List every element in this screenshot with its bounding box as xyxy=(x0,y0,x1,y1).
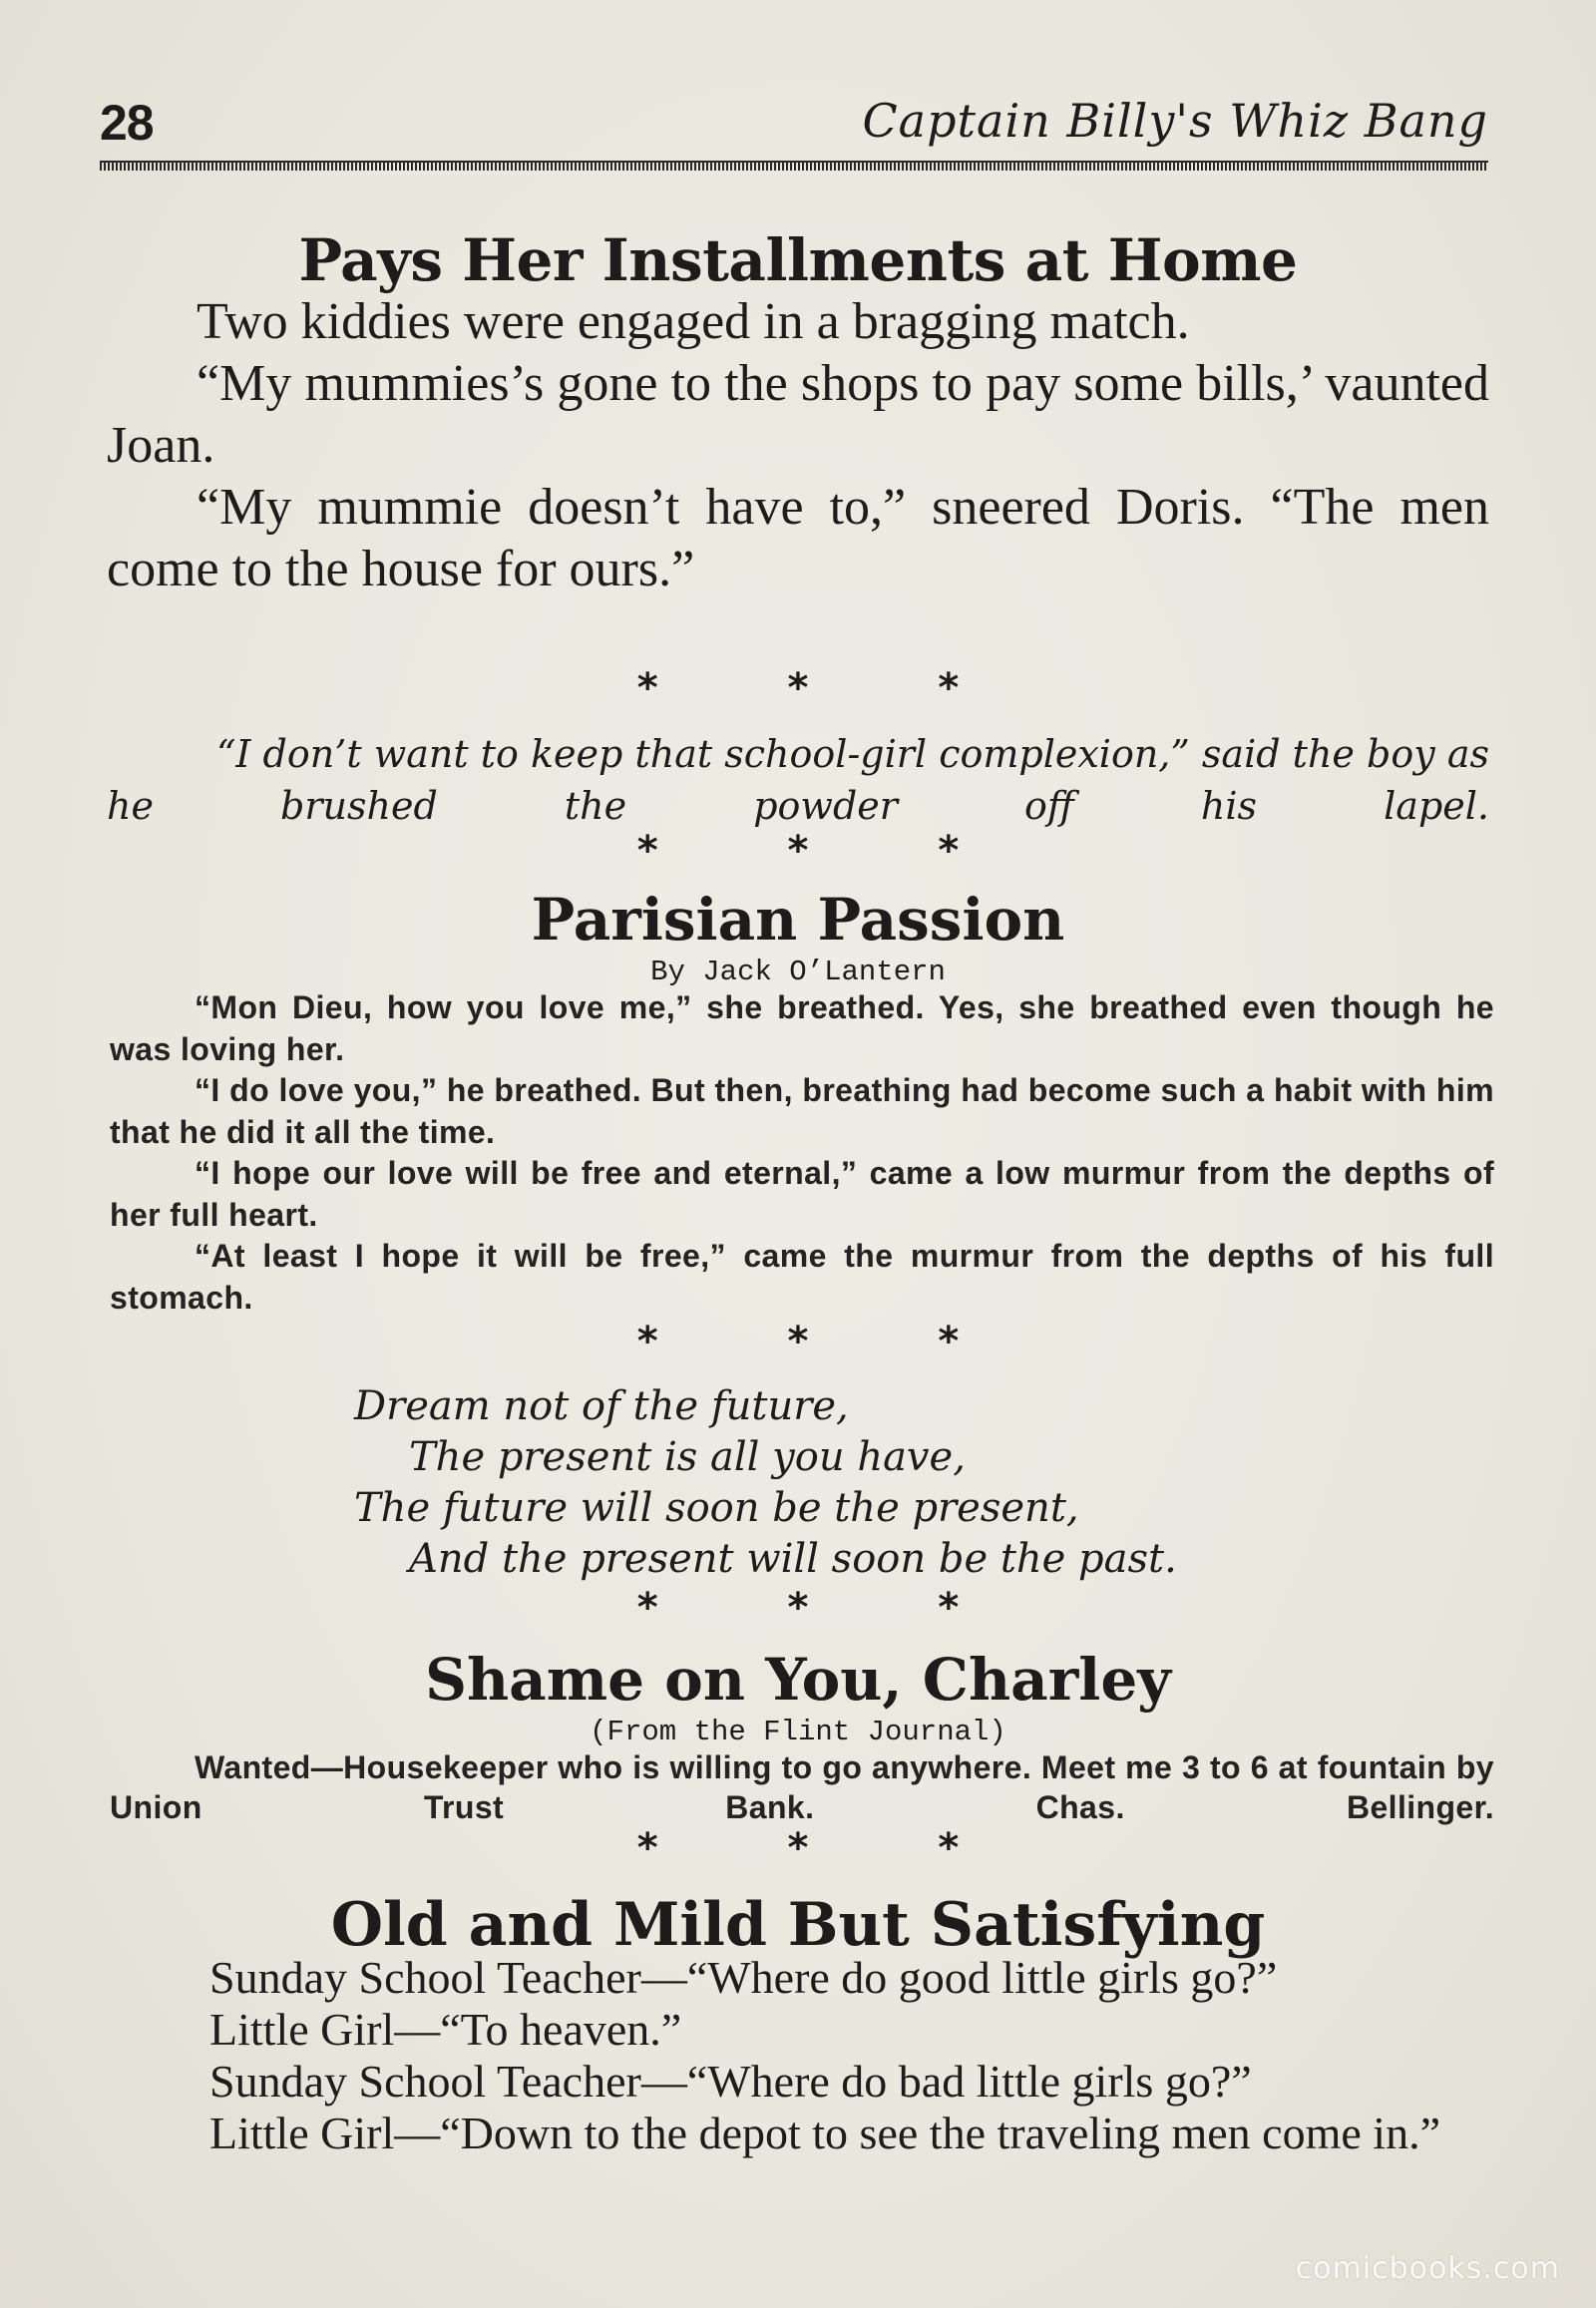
header-rule xyxy=(100,161,1488,171)
ad-body-charley xyxy=(110,1747,1494,1827)
poem-line: And the present will soon be the past. xyxy=(409,1536,1177,1582)
star-separator: * * * xyxy=(636,828,1017,874)
star-separator: * * * xyxy=(636,1585,1017,1631)
dialogue-line: Little Girl—“To heaven.” xyxy=(209,2004,682,2055)
poem xyxy=(354,1381,1177,1585)
story-byline: By Jack O’Lantern xyxy=(650,956,946,988)
dialogue-line: Little Girl—“Down to the depot to see the traveling men come in.” xyxy=(209,2108,1440,2158)
page-number: 28 xyxy=(100,95,154,151)
paragraph: “My mummies’s gone to the shops to pay some bills,’ vaunted Joan. xyxy=(107,355,1489,474)
star-separator: * * * xyxy=(636,1319,1017,1364)
ad-title-charley: Shame on You, Charley xyxy=(425,1646,1171,1714)
joke-title-installments: Pays Her Installments at Home xyxy=(298,226,1298,294)
story-body-parisian xyxy=(110,987,1494,1319)
paragraph: “Mon Dieu, how you love me,” she breathed. Yes, she breathed even though he was loving her. xyxy=(110,989,1494,1067)
dialogue-line: Sunday School Teacher—“Where do bad little girls go?” xyxy=(209,2056,1252,2107)
paragraph: Wanted—Housekeeper who is willing to go anywhere. Meet me 3 to 6 at fountain by Union Trust Bank. Chas. Bellinger. xyxy=(110,1749,1494,1825)
poem-line: The present is all you have, xyxy=(409,1434,966,1480)
paragraph: “I hope our love will be free and eternal,” came a low murmur from the depths of her full heart. xyxy=(110,1155,1494,1233)
joke-body-installments xyxy=(107,291,1489,600)
watermark: comicbooks.com xyxy=(1295,2251,1560,2286)
poem-line: The future will soon be the present, xyxy=(354,1485,1079,1531)
poem-line: Dream not of the future, xyxy=(354,1383,849,1429)
star-separator: * * * xyxy=(636,665,1017,711)
paragraph: “My mummie doesn’t have to,” sneered Doris. “The men come to the house for ours.” xyxy=(107,479,1489,597)
running-title: Captain Billy's Whiz Bang xyxy=(862,94,1488,148)
joke-title-satisfying: Old and Mild But Satisfying xyxy=(330,1890,1266,1960)
ad-source: (From the Flint Journal) xyxy=(590,1716,1006,1748)
paragraph: “I do love you,” he breathed. But then, breathing had become such a habit with him that he did it all the time. xyxy=(110,1072,1494,1150)
story-title-parisian: Parisian Passion xyxy=(531,886,1065,954)
complexion-quip xyxy=(107,728,1489,832)
joke-body-satisfying xyxy=(110,1952,1494,2159)
paragraph: “At least I hope it will be free,” came the murmur from the depths of his full stomach. xyxy=(110,1238,1494,1316)
dialogue-line: Sunday School Teacher—“Where do good little girls go?” xyxy=(209,1952,1278,2003)
paragraph: Two kiddies were engaged in a bragging match. xyxy=(197,293,1190,350)
quip-text: “I don’t want to keep that school-girl complexion,” said the boy as he brushed the powder off his lapel. xyxy=(107,732,1489,828)
star-separator: * * * xyxy=(636,1825,1017,1871)
